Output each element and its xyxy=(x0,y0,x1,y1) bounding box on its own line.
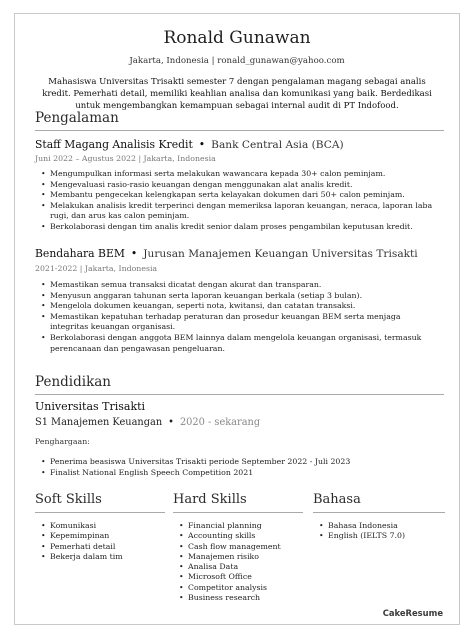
job-role: Staff Magang Analisis Kredit xyxy=(35,138,193,151)
list-item: • Mengelola dokumen keuangan, seperti nota, kwitansi, dan catatan transaksi. xyxy=(41,301,437,312)
degree-line xyxy=(35,417,260,428)
cakeresume-logo: CakeResume xyxy=(382,608,443,618)
job-organization: Bank Central Asia (BCA) xyxy=(211,139,344,151)
list-item: • Manajemen risiko xyxy=(179,552,303,562)
list-item: • Competitor analysis xyxy=(179,583,303,593)
list-item: • Mengumpulkan informasi serta melakukan wawancara kepada 30+ calon peminjam. xyxy=(41,169,437,180)
list-item: • Bahasa Indonesia xyxy=(319,521,445,531)
profile-summary: Mahasiswa Universitas Trisakti semester 7 dengan pengalaman magang sebagai analis kredit. Pemerhati detail, memiliki keahlian analisa dan komunikasi yang baik. Berdedikasi untuk mengembangkan kemampuan sebagai internal audit di PT Indofood. xyxy=(42,77,432,111)
list-item: • Financial planning xyxy=(179,521,303,531)
job-meta: Juni 2022 – Agustus 2022 | Jakarta, Indonesia xyxy=(35,154,216,163)
list-item: • Komunikasi xyxy=(41,521,165,531)
separator-dot: • xyxy=(198,138,206,151)
contact-info: Jakarta, Indonesia | ronald_gunawan@yahoo.com xyxy=(129,56,345,66)
section-divider xyxy=(313,512,445,513)
job-bullets xyxy=(41,280,437,354)
list-item: • Accounting skills xyxy=(179,531,303,541)
list-item: • Cash flow management xyxy=(179,542,303,552)
job-organization: Jurusan Manajemen Keuangan Universitas Trisakti xyxy=(143,248,418,260)
list-item: • Kepemimpinan xyxy=(41,531,165,541)
hard-skills-list xyxy=(179,521,303,603)
soft-skills-list xyxy=(41,521,165,562)
section-title-hard-skills: Hard Skills xyxy=(173,492,247,507)
job-role: Bendahara BEM xyxy=(35,247,125,260)
list-item: • Mengevaluasi rasio-rasio keuangan dengan menggunakan alat analis kredit. xyxy=(41,180,437,191)
degree: S1 Manajemen Keuangan xyxy=(35,417,163,428)
list-item: • Membantu pengecekan kelengkapan serta kelayakan dokumen dari 50+ calon peminjam. xyxy=(41,190,437,201)
hard-skills-column xyxy=(173,492,303,603)
list-item: • Menyusun anggaran tahunan serta laporan keuangan berkala (setiap 3 bulan). xyxy=(41,291,437,302)
soft-skills-column xyxy=(35,492,165,562)
study-period: 2020 - sekarang xyxy=(179,417,261,428)
section-title-languages: Bahasa xyxy=(313,492,361,507)
languages-column xyxy=(313,492,445,542)
section-title-experience: Pengalaman xyxy=(35,110,119,126)
list-item: • Berkolaborasi dengan anggota BEM lainnya dalam mengelola keuangan organisasi, termasuk perencanaan dan pengawasan pengeluaran. xyxy=(41,333,437,354)
list-item: • Penerima beasiswa Universitas Trisakti periode September 2022 - Juli 2023 xyxy=(41,457,437,468)
list-item: • Business research xyxy=(179,593,303,603)
list-item: • Finalist National English Speech Competition 2021 xyxy=(41,468,437,479)
list-item: • Berkolaborasi dengan tim analis kredit senior dalam proses pengambilan keputusan kredit. xyxy=(41,222,437,233)
list-item: • Memastikan kepatuhan terhadap peraturan dan prosedur keuangan BEM serta menjaga integritas keuangan organisasi. xyxy=(41,312,437,333)
section-title-soft-skills: Soft Skills xyxy=(35,492,102,507)
job-title xyxy=(35,138,344,151)
list-item: • Melakukan analisis kredit terperinci dengan memeriksa laporan keuangan, neraca, laporan laba rugi, dan arus kas calon peminjam. xyxy=(41,201,437,222)
separator-dot: • xyxy=(168,417,174,428)
school-name: Universitas Trisakti xyxy=(35,400,146,413)
list-item: • English (IELTS 7.0) xyxy=(319,531,445,541)
list-item: • Pemerhati detail xyxy=(41,542,165,552)
awards-list xyxy=(41,457,437,478)
candidate-name: Ronald Gunawan xyxy=(163,28,311,48)
separator-dot: • xyxy=(130,247,138,260)
job-meta: 2021-2022 | Jakarta, Indonesia xyxy=(35,264,158,273)
languages-list xyxy=(319,521,445,542)
awards-label: Penghargaan: xyxy=(35,437,90,446)
section-divider xyxy=(35,394,444,395)
job-bullets xyxy=(41,169,437,233)
section-divider xyxy=(35,512,165,513)
resume-page xyxy=(14,13,460,625)
job-title xyxy=(35,247,418,260)
section-divider xyxy=(35,130,444,131)
list-item: • Bekerja dalam tim xyxy=(41,552,165,562)
section-divider xyxy=(173,512,303,513)
section-title-education: Pendidikan xyxy=(35,374,112,390)
list-item: • Microsoft Office xyxy=(179,572,303,582)
list-item: • Memastikan semua transaksi dicatat dengan akurat dan transparan. xyxy=(41,280,437,291)
list-item: • Analisa Data xyxy=(179,562,303,572)
